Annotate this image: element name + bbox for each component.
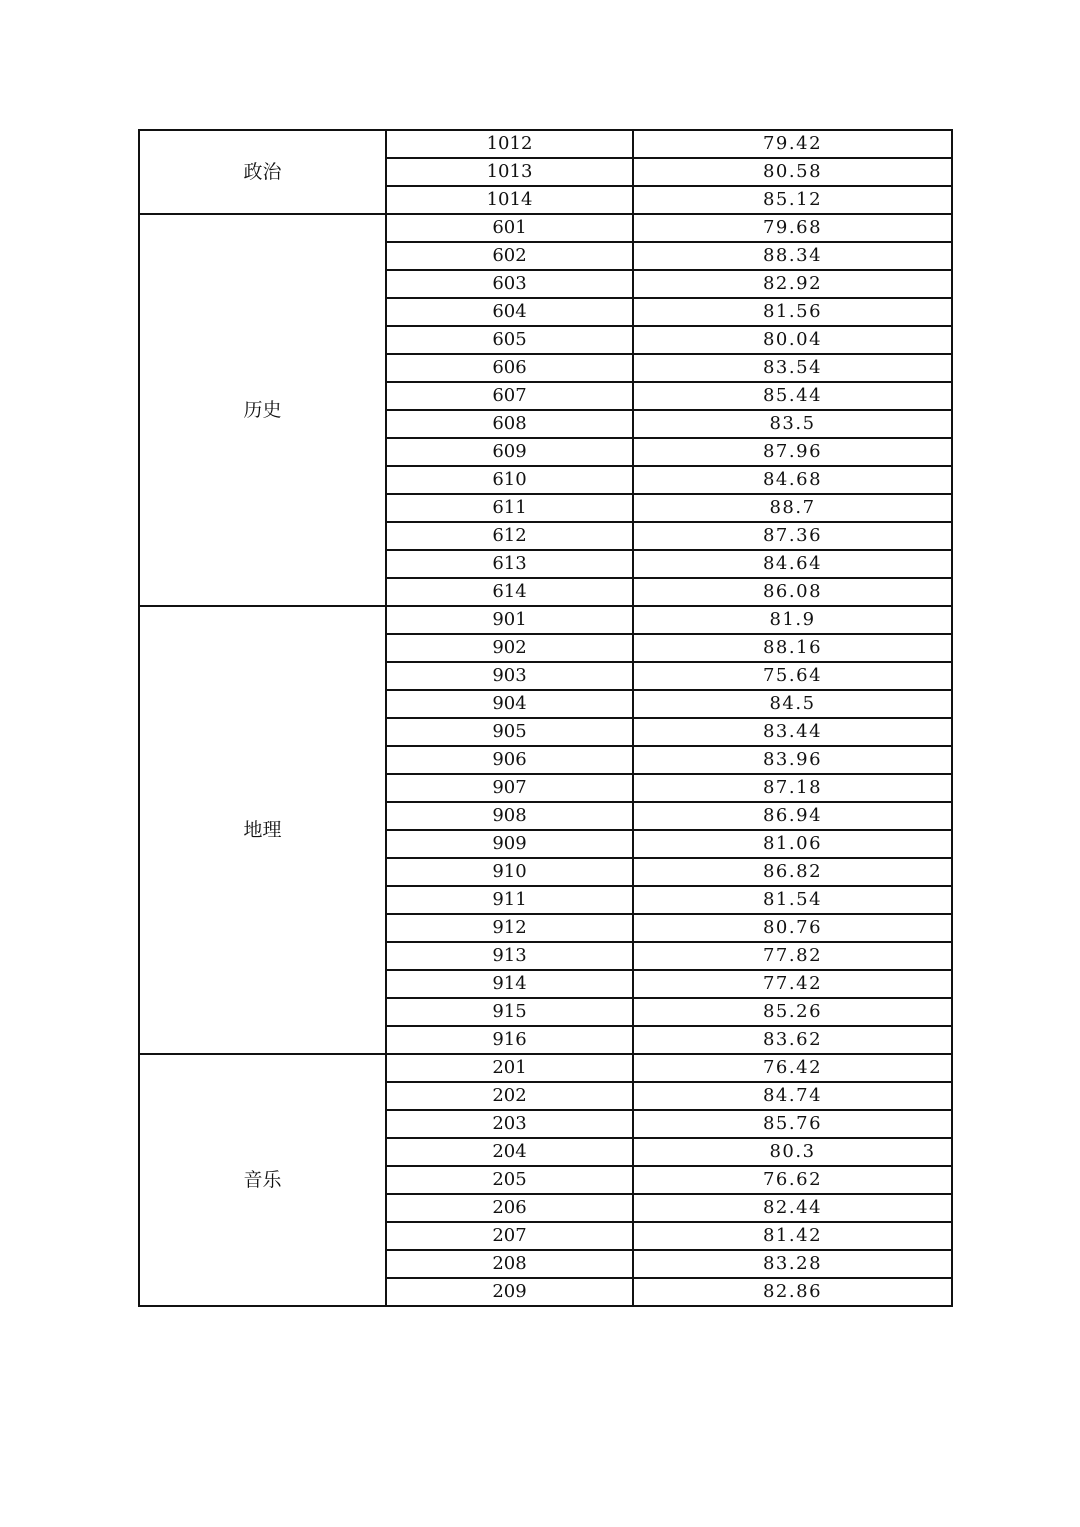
score-cell: 77.82 xyxy=(633,942,952,970)
score-cell: 83.62 xyxy=(633,1026,952,1054)
class-code-cell: 604 xyxy=(386,298,633,326)
score-cell: 87.36 xyxy=(633,522,952,550)
class-code-cell: 916 xyxy=(386,1026,633,1054)
class-code-cell: 602 xyxy=(386,242,633,270)
score-cell: 84.68 xyxy=(633,466,952,494)
score-cell: 81.54 xyxy=(633,886,952,914)
class-code-cell: 610 xyxy=(386,466,633,494)
subject-cell: 地理 xyxy=(139,606,386,1054)
score-cell: 84.5 xyxy=(633,690,952,718)
score-cell: 85.76 xyxy=(633,1110,952,1138)
score-cell: 87.96 xyxy=(633,438,952,466)
subject-cell: 历史 xyxy=(139,214,386,606)
table-row xyxy=(139,214,952,242)
score-cell: 84.64 xyxy=(633,550,952,578)
class-code-cell: 203 xyxy=(386,1110,633,1138)
score-cell: 81.56 xyxy=(633,298,952,326)
score-cell: 87.18 xyxy=(633,774,952,802)
class-code-cell: 606 xyxy=(386,354,633,382)
score-cell: 83.96 xyxy=(633,746,952,774)
class-code-cell: 914 xyxy=(386,970,633,998)
score-cell: 81.9 xyxy=(633,606,952,634)
score-cell: 79.68 xyxy=(633,214,952,242)
class-code-cell: 201 xyxy=(386,1054,633,1082)
table-row xyxy=(139,606,952,634)
class-code-cell: 913 xyxy=(386,942,633,970)
score-cell: 83.5 xyxy=(633,410,952,438)
class-code-cell: 1013 xyxy=(386,158,633,186)
score-cell: 86.82 xyxy=(633,858,952,886)
class-code-cell: 208 xyxy=(386,1250,633,1278)
class-code-cell: 1012 xyxy=(386,130,633,158)
score-cell: 80.04 xyxy=(633,326,952,354)
class-code-cell: 902 xyxy=(386,634,633,662)
class-code-cell: 915 xyxy=(386,998,633,1026)
score-cell: 82.44 xyxy=(633,1194,952,1222)
subject-cell: 音乐 xyxy=(139,1054,386,1306)
class-code-cell: 906 xyxy=(386,746,633,774)
score-cell: 85.12 xyxy=(633,186,952,214)
class-code-cell: 206 xyxy=(386,1194,633,1222)
class-code-cell: 904 xyxy=(386,690,633,718)
score-cell: 81.06 xyxy=(633,830,952,858)
class-code-cell: 613 xyxy=(386,550,633,578)
score-cell: 80.76 xyxy=(633,914,952,942)
class-code-cell: 907 xyxy=(386,774,633,802)
class-code-cell: 601 xyxy=(386,214,633,242)
class-code-cell: 611 xyxy=(386,494,633,522)
score-cell: 86.94 xyxy=(633,802,952,830)
score-cell: 88.16 xyxy=(633,634,952,662)
score-cell: 76.42 xyxy=(633,1054,952,1082)
score-cell: 85.44 xyxy=(633,382,952,410)
subject-cell: 政治 xyxy=(139,130,386,214)
score-table-body xyxy=(139,130,952,1306)
class-code-cell: 905 xyxy=(386,718,633,746)
class-code-cell: 1014 xyxy=(386,186,633,214)
class-code-cell: 207 xyxy=(386,1222,633,1250)
score-cell: 84.74 xyxy=(633,1082,952,1110)
score-cell: 86.08 xyxy=(633,578,952,606)
score-cell: 80.3 xyxy=(633,1138,952,1166)
table-row xyxy=(139,1054,952,1082)
class-code-cell: 612 xyxy=(386,522,633,550)
class-code-cell: 603 xyxy=(386,270,633,298)
class-code-cell: 209 xyxy=(386,1278,633,1306)
class-code-cell: 909 xyxy=(386,830,633,858)
class-code-cell: 908 xyxy=(386,802,633,830)
class-code-cell: 609 xyxy=(386,438,633,466)
class-code-cell: 202 xyxy=(386,1082,633,1110)
score-cell: 81.42 xyxy=(633,1222,952,1250)
class-code-cell: 607 xyxy=(386,382,633,410)
class-code-cell: 911 xyxy=(386,886,633,914)
class-code-cell: 205 xyxy=(386,1166,633,1194)
score-cell: 75.64 xyxy=(633,662,952,690)
score-cell: 88.34 xyxy=(633,242,952,270)
score-cell: 77.42 xyxy=(633,970,952,998)
table-row xyxy=(139,130,952,158)
class-code-cell: 912 xyxy=(386,914,633,942)
class-code-cell: 204 xyxy=(386,1138,633,1166)
score-cell: 83.54 xyxy=(633,354,952,382)
class-code-cell: 614 xyxy=(386,578,633,606)
score-cell: 88.7 xyxy=(633,494,952,522)
class-code-cell: 903 xyxy=(386,662,633,690)
class-code-cell: 608 xyxy=(386,410,633,438)
score-cell: 82.86 xyxy=(633,1278,952,1306)
score-cell: 83.28 xyxy=(633,1250,952,1278)
class-code-cell: 910 xyxy=(386,858,633,886)
score-cell: 83.44 xyxy=(633,718,952,746)
score-table xyxy=(138,129,953,1307)
score-cell: 85.26 xyxy=(633,998,952,1026)
score-cell: 76.62 xyxy=(633,1166,952,1194)
class-code-cell: 605 xyxy=(386,326,633,354)
class-code-cell: 901 xyxy=(386,606,633,634)
score-cell: 79.42 xyxy=(633,130,952,158)
score-cell: 82.92 xyxy=(633,270,952,298)
score-cell: 80.58 xyxy=(633,158,952,186)
